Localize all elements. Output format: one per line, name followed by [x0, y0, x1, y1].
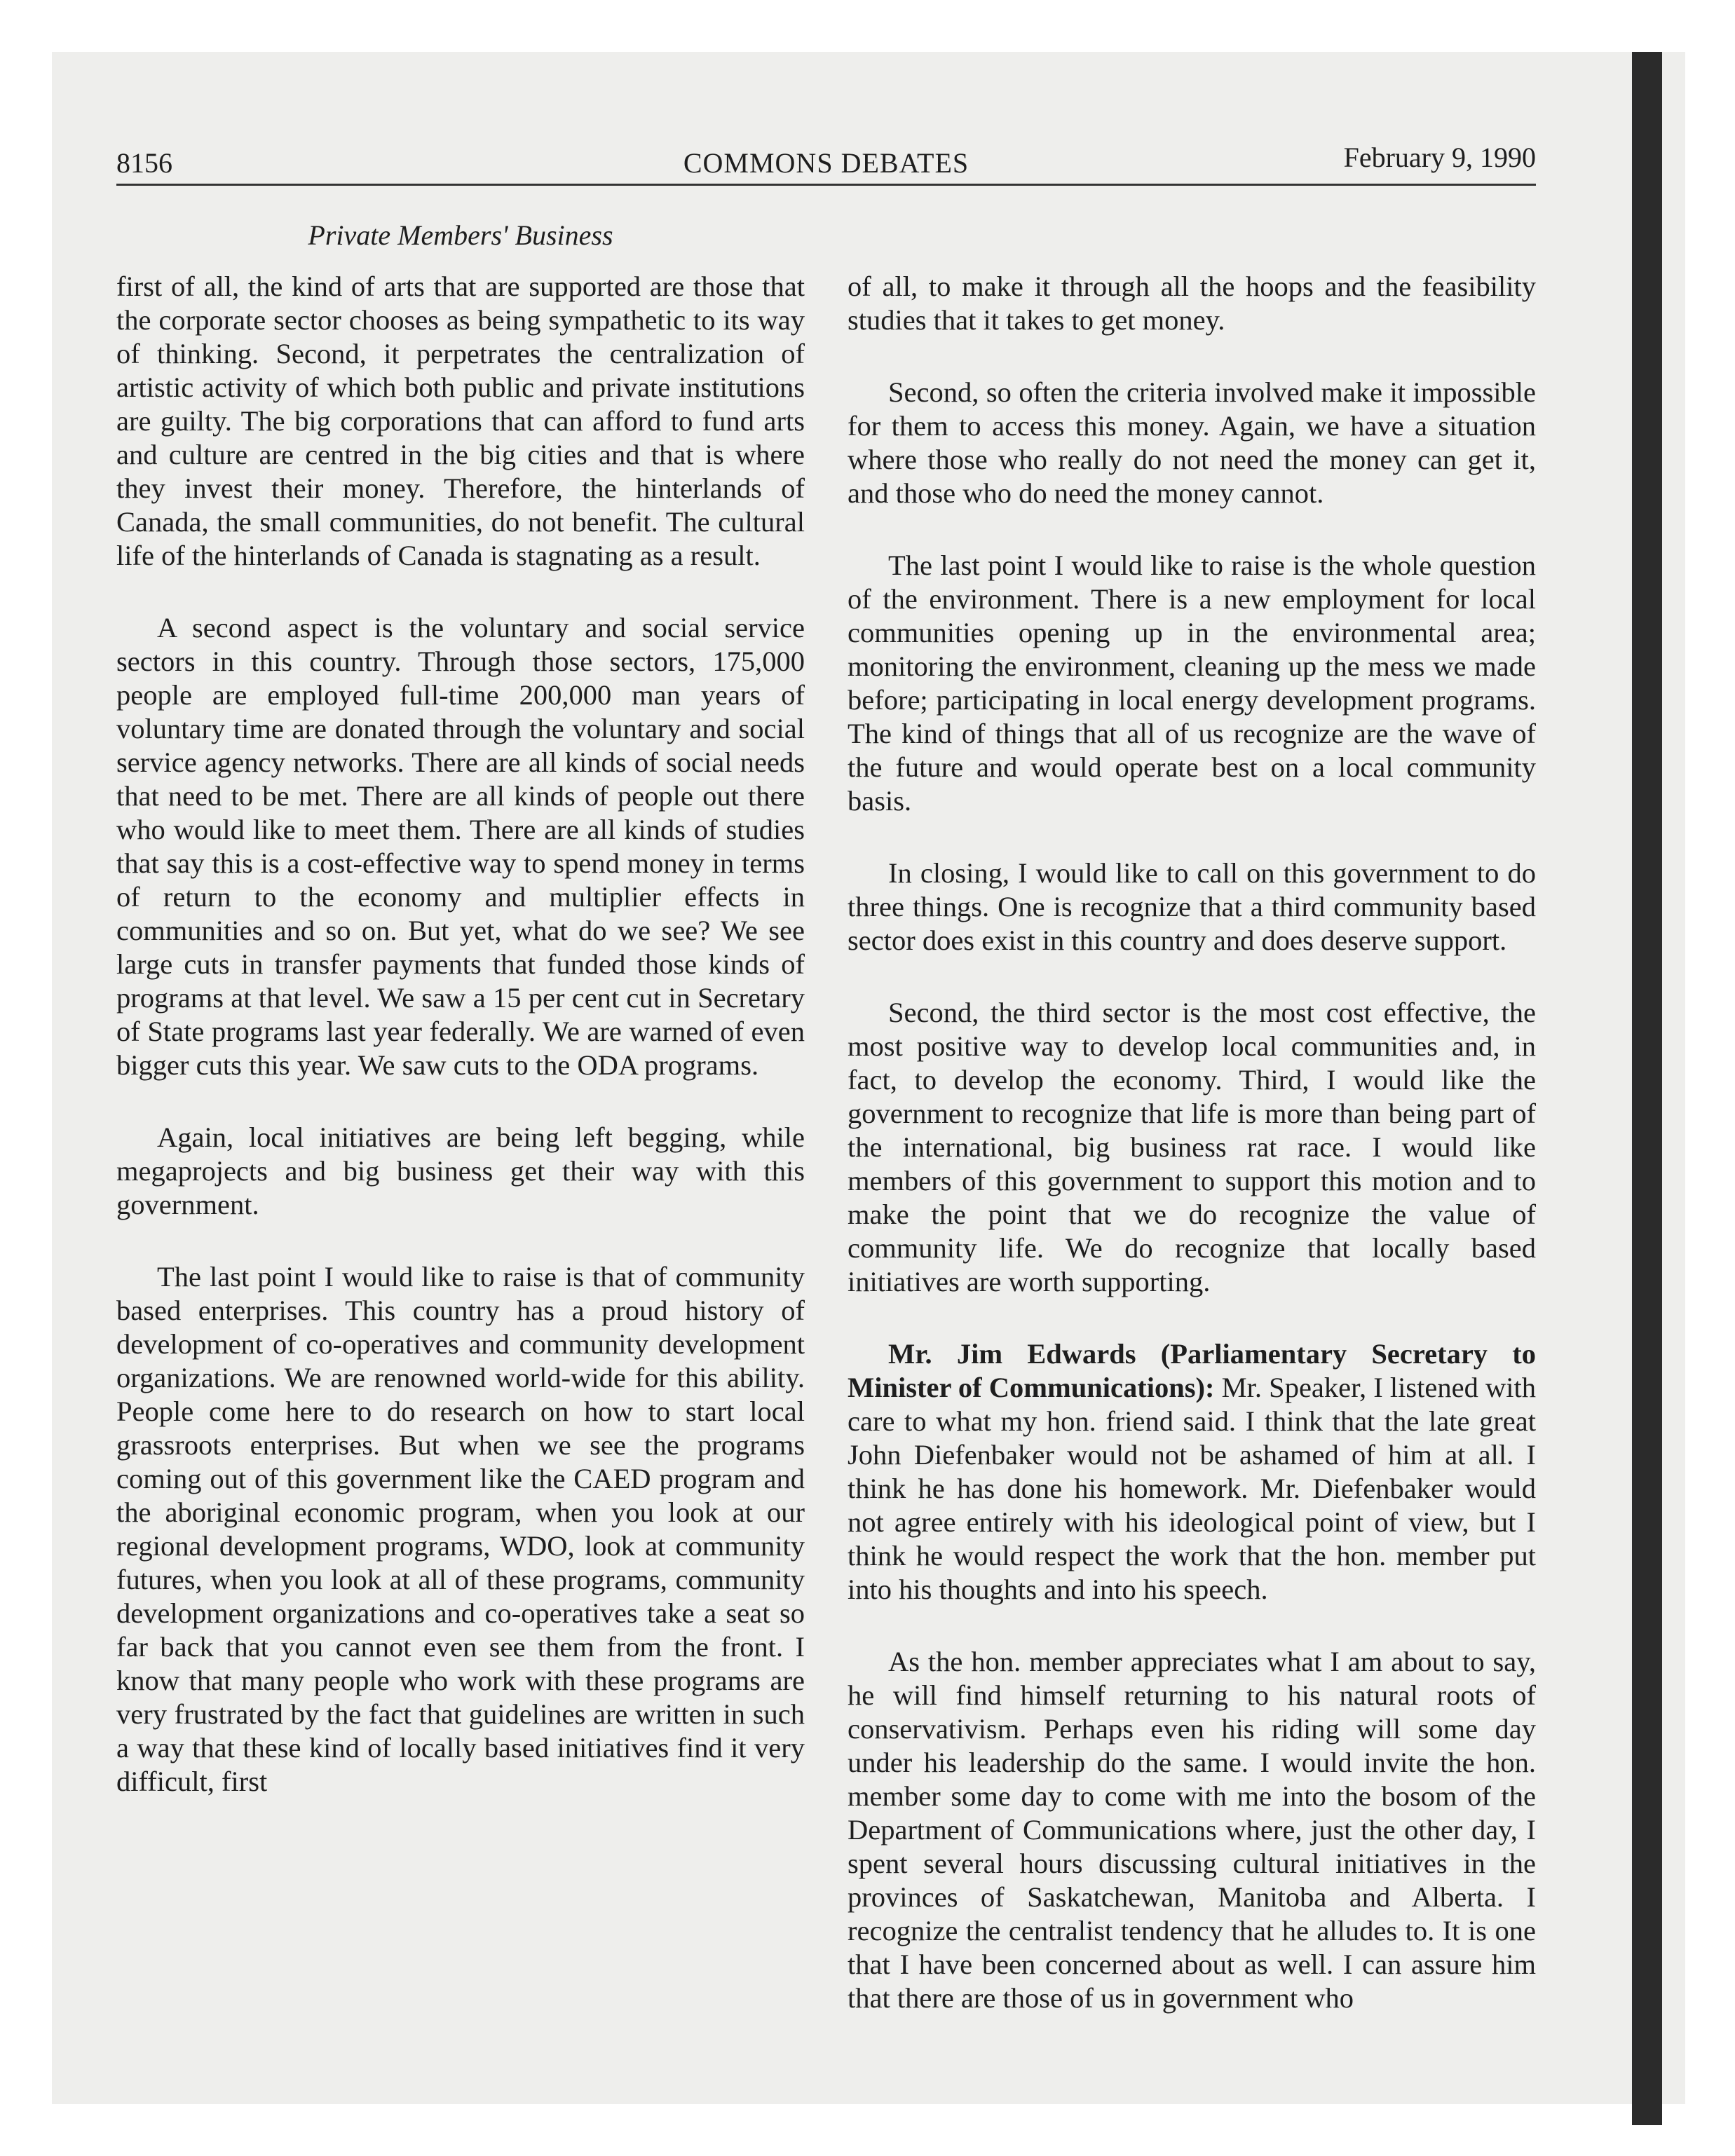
header-rule: [116, 184, 1536, 186]
left-column: [116, 270, 805, 1837]
publication-title: COMMONS DEBATES: [683, 147, 969, 179]
paragraph: Second, the third sector is the most cost effective, the most positive way to develop local communities and, in fact, to develop the economy. Third, I would like the government to recognize that life is more than being part of the international, big business rat race. I would like members of this government to support this motion and to make the point that we do recognize the value of community life. We do recognize that locally based initiatives are worth supporting.: [848, 997, 1536, 1297]
speech-text: Mr. Speaker, I listened with care to what my hon. friend said. I think that the late great John Diefenbaker would not be ashamed of him at all. I think he has done his homework. Mr. Diefenbaker would not agree entirely with his ideological point of view, but I think he would respect the work that the hon. member put into his thoughts and into his speech.: [848, 1372, 1536, 1605]
speech-paragraph: [848, 1337, 1536, 1606]
paragraph: As the hon. member appreciates what I am about to say, he will find himself returning to his natural roots of conservativism. Perhaps even his riding will some day under his leadership do the same. I would invite the hon. member some day to come with me into the bosom of the Department of Communications where, just the other day, I spent several hours discussing cultural initiatives in the provinces of Saskatchewan, Manitoba and Alberta. I recognize the centralist tendency that he alludes to. It is one that I have been concerned about as well. I can assure him that there are those of us in government who: [848, 1646, 1536, 2014]
speaker-name: Mr. Jim Edwards (Parliamentary Secretary to Minister of Communications):: [848, 1338, 1536, 1403]
paragraph: first of all, the kind of arts that are supported are those that the corporate sector chooses as being sympathetic to its way of thinking. Second, it perpetrates the centralization of artistic activity of which both public and private institutions are guilty. The big corporations that can afford to fund arts and culture are centred in the big cities and that is where they invest their money. Therefore, the hinterlands of Canada, the small communities, do not benefit. The cultural life of the hinterlands of Canada is stagnating as a result.: [116, 271, 805, 571]
publication-date: February 9, 1990: [1343, 142, 1536, 173]
paragraph: The last point I would like to raise is that of community based enterprises. This country has a proud history of development of co-operatives and community development organizations. We are renowned world-wide for this ability. People come here to do research on how to start local grassroots enterprises. But when we see the programs coming out of this government like the CAED program and the aboriginal economic program, when you look at our regional development programs, WDO, look at community futures, when you look at all of these programs, community development organizations and co-operatives take a seat so far back that you cannot even see them from the front. I know that many people who work with these programs are very frustrated by the fact that guidelines are written in such a way that these kind of locally based initiatives find it very difficult, first: [116, 1261, 805, 1797]
section-title: Private Members' Business: [308, 219, 613, 251]
scan-edge-shadow: [1632, 52, 1662, 2125]
page-number: 8156: [116, 147, 172, 179]
paragraph: of all, to make it through all the hoops and the feasibility studies that it takes to get money.: [848, 271, 1536, 336]
right-column: [848, 270, 1536, 2054]
page-header: [116, 142, 1536, 184]
paragraph: Second, so often the criteria involved make it impossible for them to access this money. Again, we have a situation where those who really do not need the money can get it, and those who do need the money cannot.: [848, 376, 1536, 509]
paragraph: In closing, I would like to call on this government to do three things. One is recognize that a third community based sector does exist in this country and does deserve support.: [848, 857, 1536, 956]
paragraph: Again, local initiatives are being left begging, while megaprojects and big business get their way with this government.: [116, 1121, 805, 1220]
paragraph: The last point I would like to raise is the whole question of the environment. There is a new employment for local communities opening up in the environmental area; monitoring the environment, cleaning up the mess we made before; participating in local energy development programs. The kind of things that all of us recognize are the wave of the future and would operate best on a local community basis.: [848, 550, 1536, 817]
paragraph: A second aspect is the voluntary and social service sectors in this country. Through those sectors, 175,000 people are employed full-time 200,000 man years of voluntary time are donated through the voluntary and social service agency networks. There are all kinds of social needs that need to be met. There are all kinds of people out there who would like to meet them. There are all kinds of studies that say this is a cost-effective way to spend money in terms of return to the economy and multiplier effects in communities and so on. But yet, what do we see? We see large cuts in transfer payments that funded those kinds of programs at that level. We saw a 15 per cent cut in Secretary of State programs last year federally. We are warned of even bigger cuts this year. We saw cuts to the ODA programs.: [116, 612, 805, 1081]
